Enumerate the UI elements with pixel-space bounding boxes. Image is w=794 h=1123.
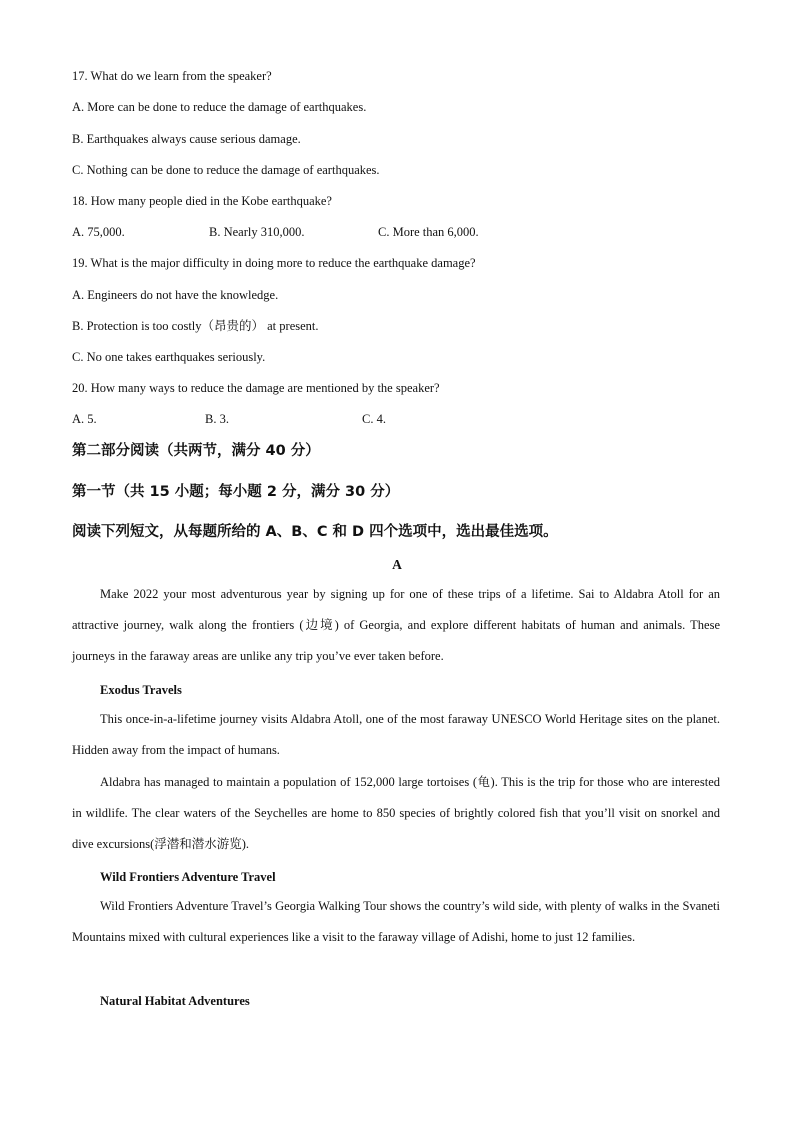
passage-intro: Make 2022 your most adventurous year by signing up for one of these trips of a lifetime. Sai to Aldabra Atoll for an attractive journey, walk along the frontiers (边境) of Georgia, and explore different habitats of human and animals. These journeys in the faraway areas are unlike any trip you’ve ever taken before. xyxy=(72,587,720,664)
instruction: 阅读下列短文，从每题所给的 A、B、C 和 D 四个选项中，选出最佳选项。 xyxy=(72,524,558,540)
passage-label: A xyxy=(392,557,402,572)
wild-frontiers-heading: Wild Frontiers Adventure Travel xyxy=(100,870,276,884)
q17-option-a: A. More can be done to reduce the damage of earthquakes. xyxy=(72,100,367,114)
natural-habitat-heading: Natural Habitat Adventures xyxy=(100,994,250,1008)
q20-option-a: A. 5. xyxy=(72,412,97,426)
exodus-paragraph-1: This once-in-a-lifetime journey visits Aldabra Atoll, one of the most faraway UNESCO World Heritage sites on the planet. Hidden away from the impact of humans. xyxy=(72,712,720,758)
q18-option-a: A. 75,000. xyxy=(72,225,125,239)
q20-stem: 20. How many ways to reduce the damage are mentioned by the speaker? xyxy=(72,381,440,395)
q17-stem: 17. What do we learn from the speaker? xyxy=(72,69,272,83)
q18-stem: 18. How many people died in the Kobe earthquake? xyxy=(72,194,332,208)
q18-option-b: B. Nearly 310,000. xyxy=(209,225,305,239)
section-title: 第一节（共 15 小题；每小题 2 分，满分 30 分） xyxy=(72,484,400,500)
exodus-heading: Exodus Travels xyxy=(100,683,182,697)
q19-option-b: B. Protection is too costly（昂贵的） at present. xyxy=(72,319,319,333)
q19-option-c: C. No one takes earthquakes seriously. xyxy=(72,350,266,364)
q19-stem: 19. What is the major difficulty in doing more to reduce the earthquake damage? xyxy=(72,256,476,270)
q20-option-b: B. 3. xyxy=(205,412,229,426)
wild-frontiers-paragraph: Wild Frontiers Adventure Travel’s Georgia Walking Tour shows the country’s wild side, with plenty of walks in the Svaneti Mountains mixed with cultural experiences like a visit to the faraway village of Adishi, home to just 12 families. xyxy=(72,899,720,945)
part-title: 第二部分阅读（共两节，满分 40 分） xyxy=(72,443,320,459)
q20-option-c: C. 4. xyxy=(362,412,386,426)
q17-option-c: C. Nothing can be done to reduce the damage of earthquakes. xyxy=(72,163,380,177)
q18-option-c: C. More than 6,000. xyxy=(378,225,479,239)
exodus-paragraph-2: Aldabra has managed to maintain a population of 152,000 large tortoises (龟). This is the trip for those who are interested in wildlife. The clear waters of the Seychelles are home to 850 species of brightly colored fish that you’ll visit on snorkel and dive excursions(浮潜和潜水游览). xyxy=(72,775,720,852)
q17-option-b: B. Earthquakes always cause serious damage. xyxy=(72,132,301,146)
q19-option-a: A. Engineers do not have the knowledge. xyxy=(72,288,279,302)
